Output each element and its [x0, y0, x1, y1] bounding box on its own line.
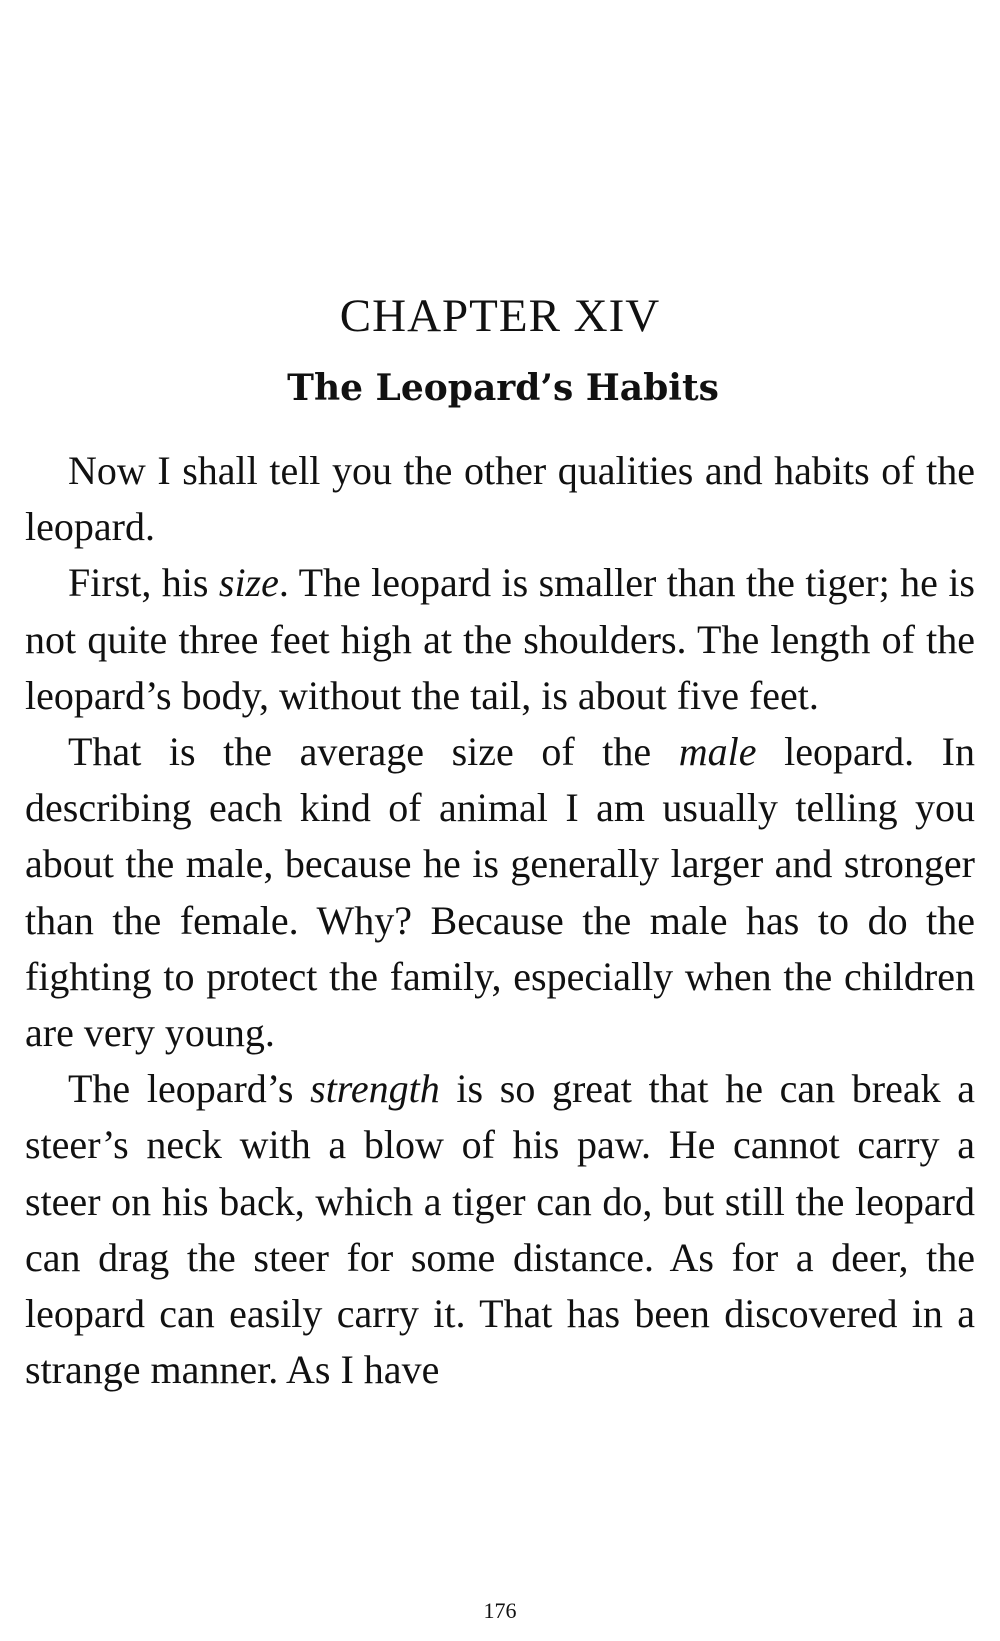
page-number: 176: [483, 1598, 517, 1623]
paragraph-intro: [25, 443, 975, 555]
paragraph-text: First, his: [68, 560, 219, 606]
paragraph-text: leopard. In describing each kind of animal I am usually telling you about the male, because he is generally larger and stronger than the female. Why? Because the male has to do the fighting to protect the family, especially when the children are very young.: [25, 729, 975, 1056]
paragraph-text: The leopard’s: [68, 1066, 311, 1112]
paragraph-text: . The leopard is smaller than the tiger; he is not quite three feet high at the shoulders. The length of the leopard’s body, without the tail, is about five feet.: [25, 560, 975, 718]
emphasis-strength: strength: [310, 1066, 440, 1112]
paragraph-text: Now I shall tell you the other qualities and habits of the leopard.: [25, 448, 975, 550]
body-text: [25, 443, 975, 1398]
emphasis-male: male: [678, 729, 757, 775]
paragraph-male: [25, 724, 975, 1061]
paragraph-text: That is the average size of the: [68, 729, 679, 775]
chapter-title: The Leopard’s Habits: [287, 367, 719, 409]
paragraph-strength: [25, 1061, 975, 1398]
paragraph-text: is so great that he can break a steer’s neck with a blow of his paw. He cannot carry a steer on his back, which a tiger can do, but still the leopard can drag the steer for some distance. As for a deer, the leopard can easily carry it. That has been discovered in a strange manner. As I have: [25, 1066, 976, 1393]
emphasis-size: size: [218, 560, 279, 606]
chapter-heading: CHAPTER XIV: [339, 290, 661, 342]
paragraph-size: [25, 555, 975, 724]
